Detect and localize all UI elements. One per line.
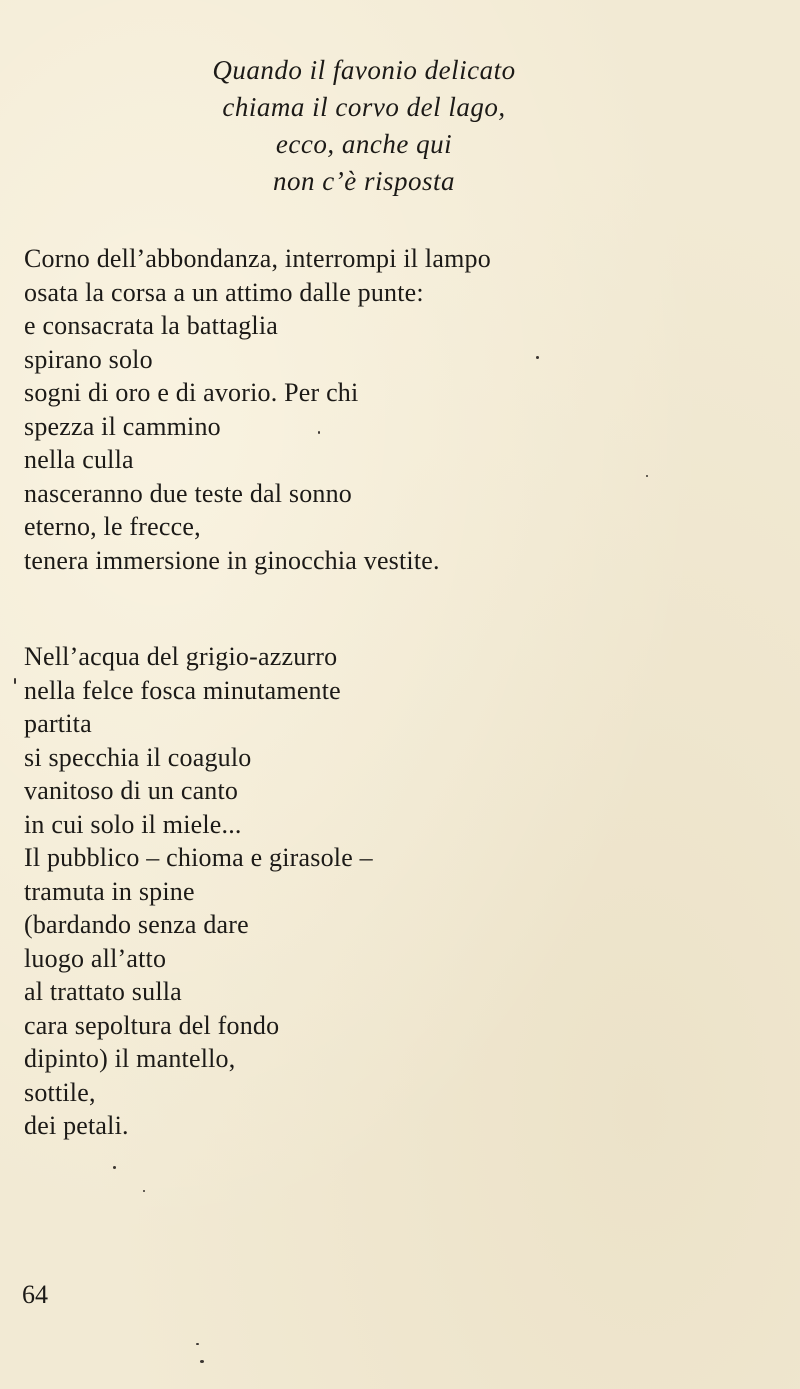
epigraph	[0, 52, 728, 200]
paper-speck	[14, 678, 16, 684]
poem-line: sottile,	[24, 1077, 96, 1107]
epigraph-line: non c’è risposta	[273, 166, 455, 196]
poem-line: vanitoso di un canto	[24, 776, 239, 805]
poem-line: cara sepoltura del fondo	[24, 1010, 280, 1040]
epigraph-line: ecco, anche qui	[275, 129, 453, 159]
poem-line: spezza il cammino	[24, 411, 221, 441]
poem-line: (bardando senza dare	[24, 910, 249, 939]
poem-line: nasceranno due teste dal sonno	[24, 478, 353, 508]
poem-line: luogo all’atto	[24, 943, 167, 973]
poem-line: sogni di oro e di avorio. Per chi	[24, 378, 359, 407]
page-number: 64	[22, 1280, 48, 1309]
paper-speck	[200, 1360, 204, 1363]
poem-line: al trattato sulla	[24, 977, 182, 1006]
poem-line: tramuta in spine	[24, 876, 195, 906]
poem-line: tenera immersione in ginocchia vestite.	[24, 545, 440, 575]
paper-speck	[196, 1343, 199, 1345]
poem-line: osata la corsa a un attimo dalle punte:	[24, 277, 424, 307]
poem-line: nella culla	[24, 445, 134, 474]
poem-line: si specchia il coagulo	[24, 742, 252, 772]
poem-line: in cui solo il miele...	[24, 809, 242, 839]
poem-line: e consacrata la battaglia	[24, 311, 279, 340]
poem-line: dipinto) il mantello,	[24, 1044, 236, 1073]
paper-speck	[113, 1166, 116, 1169]
stanza-1	[24, 242, 491, 577]
poem-line: partita	[24, 709, 92, 738]
poem-line: Nell’acqua del grigio-azzurro	[24, 642, 338, 671]
poem-line: eterno, le frecce,	[24, 512, 201, 541]
epigraph-line: chiama il corvo del lago,	[222, 92, 506, 122]
paper-speck	[318, 431, 320, 434]
poem-line: dei petali.	[24, 1111, 129, 1140]
stanza-2	[24, 640, 373, 1143]
poem-line: Il pubblico – chioma e girasole –	[24, 843, 373, 872]
poem-line: spirano solo	[24, 344, 153, 374]
epigraph-line: Quando il favonio delicato	[212, 55, 516, 85]
poem-line: nella felce fosca minutamente	[24, 675, 341, 705]
paper-speck	[536, 356, 539, 359]
paper-speck	[646, 475, 648, 477]
poem-line: Corno dell’abbondanza, interrompi il lampo	[24, 244, 491, 273]
paper-speck	[143, 1190, 145, 1192]
